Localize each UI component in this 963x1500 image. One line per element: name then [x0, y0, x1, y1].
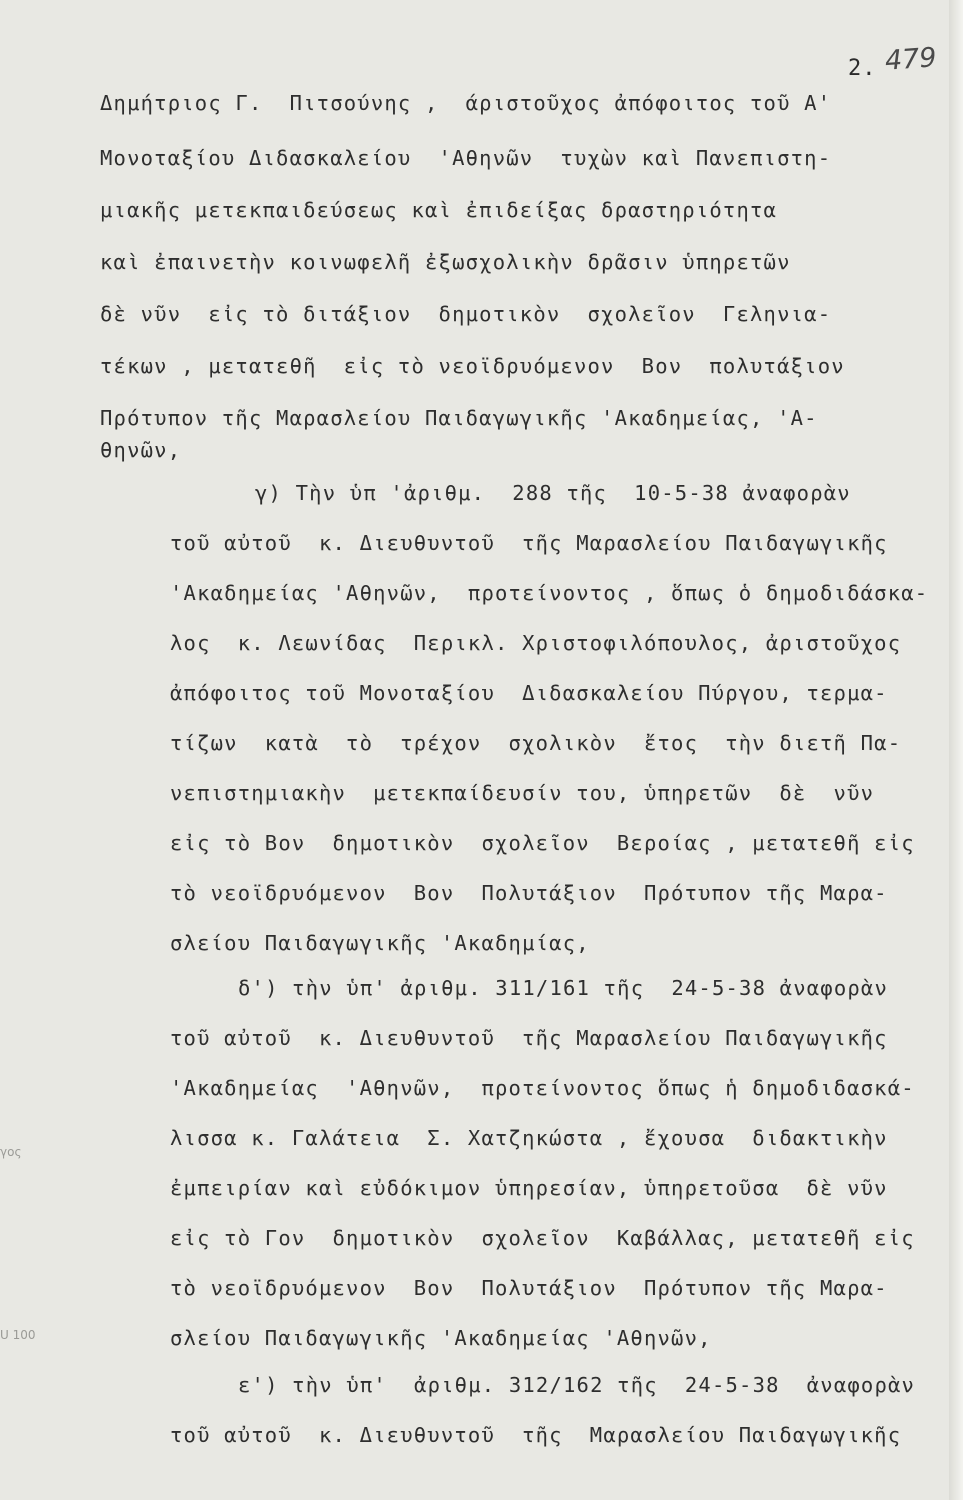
handwritten-folio-number: 479: [883, 42, 938, 77]
page-number: 2.: [848, 56, 877, 81]
text-line: τίζων κατὰ τὸ τρέχον σχολικὸν ἔτος τὴν διετῆ Πα-: [170, 731, 902, 755]
text-line: τοῦ αὐτοῦ κ. Διευθυντοῦ τῆς Μαρασλείου Παιδαγωγικῆς: [170, 1423, 902, 1447]
text-line: Δημήτριος Γ. Πιτσούνης , άριστοῦχος ἀπόφοιτος τοῦ Α': [100, 91, 832, 115]
text-line: μιακῆς μετεκπαιδεύσεως καὶ ἐπιδείξας δραστηριότητα: [100, 198, 778, 222]
text-line: δὲ νῦν εἰς τὸ διτάξιον δημοτικὸν σχολεῖον Γεληνια-: [100, 302, 832, 326]
text-line: σλείου Παιδαγωγικῆς 'Ακαδημίας,: [170, 931, 590, 955]
margin-mark: U 100: [0, 1328, 36, 1342]
text-line: τοῦ αὐτοῦ κ. Διευθυντοῦ τῆς Μαρασλείου Παιδαγωγικῆς: [170, 531, 888, 555]
text-line: τὸ νεοϊδρυόμενον Βον Πολυτάξιον Πρότυπον τῆς Μαρα-: [170, 1276, 888, 1300]
text-line: καὶ ἐπαινετὴν κοινωφελῆ ἐξωσχολικὴν δρᾶσιν ὑπηρετῶν: [100, 250, 791, 274]
text-line: τοῦ αὐτοῦ κ. Διευθυντοῦ τῆς Μαρασλείου Παιδαγωγικῆς: [170, 1026, 888, 1050]
text-line: ἀπόφοιτος τοῦ Μονοταξίου Διδασκαλείου Πύργου, τερμα-: [170, 681, 888, 705]
text-line: νεπιστημιακὴν μετεκπαίδευσίν του, ὑπηρετῶν δὲ νῦν: [170, 781, 875, 805]
text-line: Πρότυπον τῆς Μαρασλείου Παιδαγωγικῆς 'Ακαδημείας, 'Α-: [100, 406, 818, 430]
text-line: 'Ακαδημείας 'Αθηνῶν, προτείνοντος , ὅπως ὁ δημοδιδάσκα-: [170, 581, 929, 605]
text-line: Μονοταξίου Διδασκαλείου 'Αθηνῶν τυχὼν καὶ Πανεπιστη-: [100, 146, 832, 170]
text-line: γ) Τὴν ὑπ 'ἀριθμ. 288 τῆς 10-5-38 ἀναφορὰν: [255, 481, 851, 505]
text-line: δ') τὴν ὑπ' ἀριθμ. 311/161 τῆς 24-5-38 ἀναφορὰν: [238, 976, 889, 1000]
text-line: εἰς τὸ Γον δημοτικὸν σχολεῖον Καβάλλας, μετατεθῆ εἰς: [170, 1226, 915, 1250]
text-line: τέκων , μετατεθῆ εἰς τὸ νεοϊδρυόμενον Βον πολυτάξιον: [100, 354, 845, 378]
text-line: ε') τὴν ὑπ' ἀριθμ. 312/162 τῆς 24-5-38 ἀναφορὰν: [238, 1373, 916, 1397]
text-line: λος κ. Λεωνίδας Περικλ. Χριστοφιλόπουλος, ἀριστοῦχος: [170, 631, 902, 655]
text-line: 'Ακαδημείας 'Αθηνῶν, προτείνοντος ὅπως ἡ δημοδιδασκά-: [170, 1076, 915, 1100]
text-line: θηνῶν,: [100, 438, 182, 462]
margin-mark: γος: [0, 1145, 22, 1159]
text-line: τὸ νεοϊδρυόμενον Βον Πολυτάξιον Πρότυπον τῆς Μαρα-: [170, 881, 888, 905]
text-line: ἐμπειρίαν καὶ εὐδόκιμον ὑπηρεσίαν, ὑπηρετοῦσα δὲ νῦν: [170, 1176, 888, 1200]
text-line: σλείου Παιδαγωγικῆς 'Ακαδημείας 'Αθηνῶν,: [170, 1326, 712, 1350]
text-line: λισσα κ. Γαλάτεια Σ. Χατζηκώστα , ἔχουσα διδακτικὴν: [170, 1126, 888, 1150]
page-edge: [949, 0, 963, 1500]
text-line: εἰς τὸ Βον δημοτικὸν σχολεῖον Βεροίας , μετατεθῆ εἰς: [170, 831, 915, 855]
